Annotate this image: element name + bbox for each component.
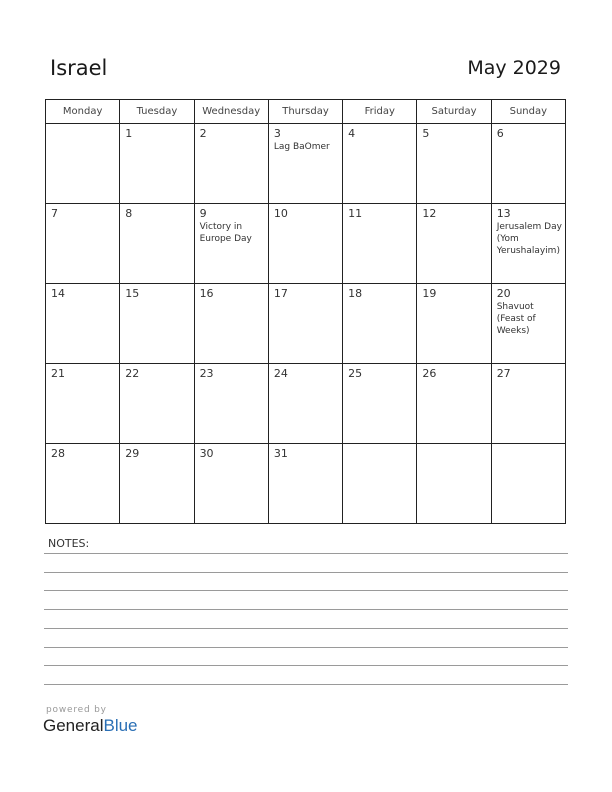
day-number: 11	[348, 207, 363, 220]
calendar-grid	[45, 99, 566, 524]
day-number: 17	[273, 287, 288, 300]
notes-line	[44, 572, 568, 573]
country-title: Israel	[50, 56, 108, 80]
holiday-label: Jerusalem Day (Yom Yerushalayim)	[496, 222, 562, 256]
day-cell	[417, 444, 491, 524]
day-cell	[194, 284, 268, 364]
day-number: 8	[125, 207, 133, 220]
brand-blue: Blue	[103, 716, 138, 735]
day-cell	[417, 364, 491, 444]
day-number: 4	[348, 127, 356, 140]
powered-by-text: powered by	[46, 705, 107, 715]
weekday-friday: Friday	[343, 100, 417, 124]
day-cell	[343, 124, 417, 204]
day-number: 27	[496, 367, 511, 380]
day-number: 6	[496, 127, 504, 140]
day-number: 9	[199, 207, 207, 220]
day-cell	[120, 204, 194, 284]
week-row	[46, 124, 566, 204]
notes-line	[44, 553, 568, 554]
day-number: 19	[422, 287, 437, 300]
holiday-label: Shavuot (Feast of Weeks)	[496, 302, 536, 336]
day-number: 13	[496, 207, 511, 220]
notes-line	[44, 647, 568, 648]
day-cell	[417, 124, 491, 204]
holiday-label: Victory in Europe Day	[199, 222, 252, 244]
notes-line	[44, 665, 568, 666]
day-number: 7	[51, 207, 58, 220]
day-cell	[120, 444, 194, 524]
day-number: 5	[422, 127, 430, 140]
notes-line	[44, 684, 568, 685]
week-row	[46, 364, 566, 444]
day-number: 15	[125, 287, 140, 300]
day-cell	[120, 124, 194, 204]
week-row	[46, 204, 566, 284]
day-number: 3	[273, 127, 281, 140]
day-cell	[194, 444, 268, 524]
day-cell	[46, 124, 120, 204]
day-cell	[194, 204, 268, 284]
day-number: 29	[125, 447, 140, 460]
day-cell	[194, 124, 268, 204]
brand-general: General	[43, 716, 104, 735]
day-number: 22	[125, 367, 140, 380]
weekday-sunday: Sunday	[491, 100, 565, 124]
day-cell	[268, 284, 342, 364]
day-cell	[46, 204, 120, 284]
day-cell	[491, 204, 565, 284]
weekday-wednesday: Wednesday	[194, 100, 268, 124]
notes-line	[44, 628, 568, 629]
brand-logo[interactable]	[43, 716, 138, 736]
day-number: 23	[199, 367, 214, 380]
day-number: 18	[348, 287, 363, 300]
day-cell	[343, 364, 417, 444]
week-row	[46, 284, 566, 364]
day-cell	[343, 284, 417, 364]
day-cell	[194, 364, 268, 444]
notes-line	[44, 609, 568, 610]
day-number: 20	[496, 287, 511, 300]
day-number: 12	[422, 207, 437, 220]
day-cell	[491, 124, 565, 204]
day-cell	[343, 204, 417, 284]
day-number: 10	[273, 207, 288, 220]
month-year-title: May 2029	[467, 57, 561, 79]
day-number: 2	[199, 127, 207, 140]
day-number: 1	[125, 127, 133, 140]
day-number: 28	[51, 447, 65, 460]
weekday-monday: Monday	[46, 100, 120, 124]
day-cell	[268, 124, 342, 204]
week-row	[46, 444, 566, 524]
day-number: 24	[273, 367, 288, 380]
day-number: 16	[199, 287, 214, 300]
weekday-tuesday: Tuesday	[120, 100, 194, 124]
weekday-thursday: Thursday	[268, 100, 342, 124]
notes-line	[44, 590, 568, 591]
day-number: 30	[199, 447, 214, 460]
holiday-label: Lag BaOmer	[273, 142, 330, 152]
day-cell	[46, 284, 120, 364]
day-number: 21	[51, 367, 65, 380]
day-number: 31	[273, 447, 288, 460]
weekday-saturday: Saturday	[417, 100, 491, 124]
day-cell	[417, 284, 491, 364]
day-number: 14	[51, 287, 65, 300]
day-cell	[120, 284, 194, 364]
day-cell	[417, 204, 491, 284]
weekday-header-row	[46, 100, 566, 124]
notes-label: NOTES:	[48, 537, 90, 550]
day-cell	[120, 364, 194, 444]
day-cell	[46, 364, 120, 444]
day-cell	[268, 364, 342, 444]
day-number: 25	[348, 367, 363, 380]
day-cell	[343, 444, 417, 524]
day-cell	[46, 444, 120, 524]
day-cell	[491, 284, 565, 364]
day-cell	[268, 444, 342, 524]
day-cell	[268, 204, 342, 284]
day-cell	[491, 364, 565, 444]
day-number: 26	[422, 367, 437, 380]
day-cell	[491, 444, 565, 524]
